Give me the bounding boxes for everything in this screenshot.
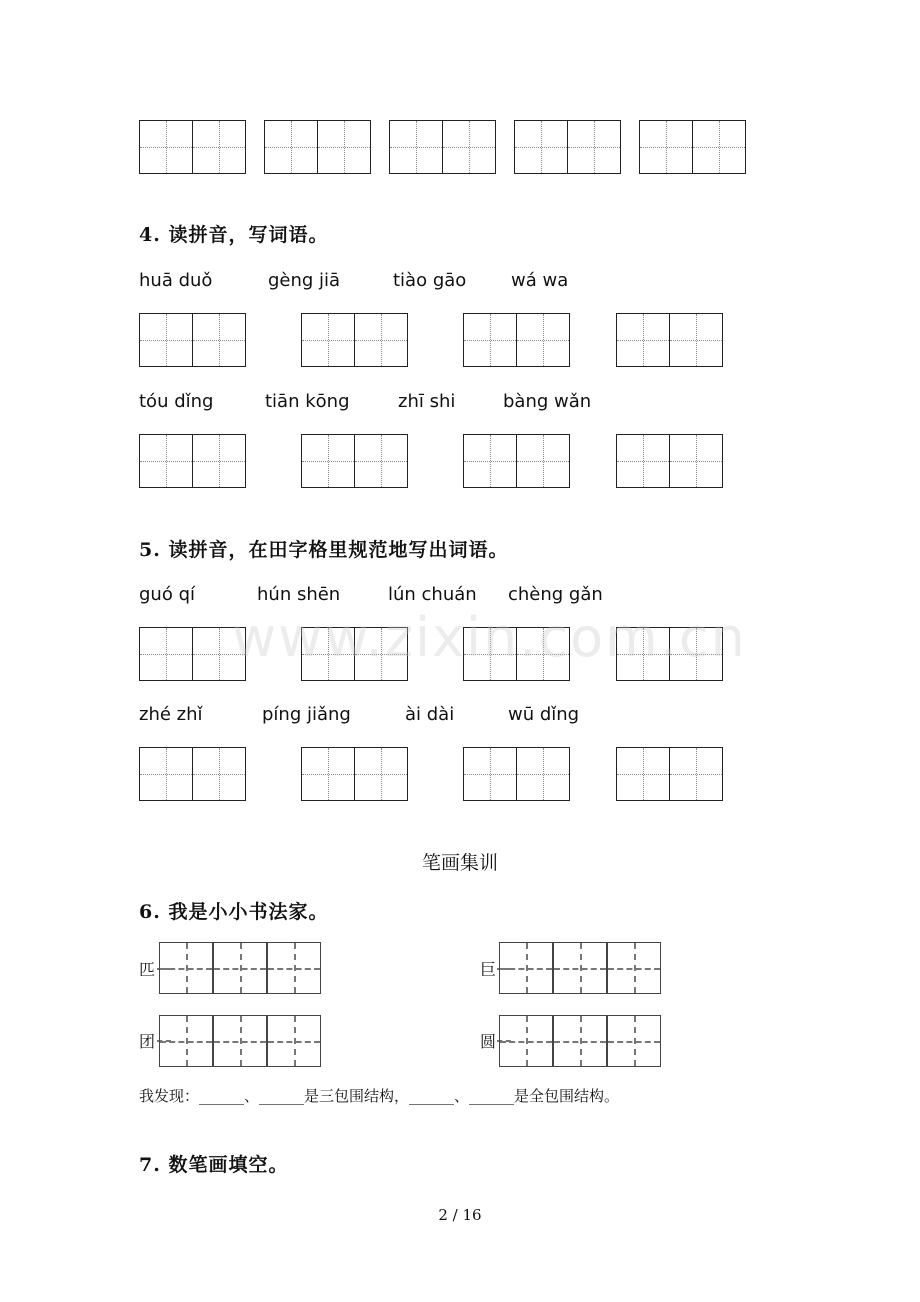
pinyin-label: huā duǒ	[139, 270, 213, 291]
section-7-heading: 7. 数笔画填空。	[139, 1154, 289, 1176]
pinyin-label: guó qí	[139, 584, 195, 605]
stroke-training-title: 笔画集训	[421, 852, 498, 874]
character-label: 匹	[139, 960, 156, 979]
pinyin-label: píng jiǎng	[262, 704, 351, 725]
pinyin-label: bàng wǎn	[503, 391, 592, 412]
writing-grid-pair[interactable]	[616, 313, 723, 367]
character-label: 圆	[480, 1032, 497, 1051]
writing-grid-pair[interactable]	[463, 313, 570, 367]
practice-cell[interactable]	[607, 1015, 661, 1067]
writing-grid-pair[interactable]	[139, 120, 246, 174]
discovery-sentence: 我发现：______、______是三包围结构，______、______是全包围结构。	[139, 1087, 620, 1105]
writing-grid-pair[interactable]	[301, 434, 408, 488]
practice-cell[interactable]	[499, 942, 553, 994]
character-label: 团	[139, 1032, 156, 1051]
writing-grid-pair[interactable]	[139, 747, 246, 801]
practice-cell[interactable]	[267, 1015, 321, 1067]
pinyin-label: chèng gǎn	[508, 584, 603, 605]
pinyin-label: zhé zhǐ	[139, 704, 203, 725]
writing-grid-pair[interactable]	[264, 120, 371, 174]
writing-grid-pair[interactable]	[139, 434, 246, 488]
writing-grid-pair[interactable]	[463, 434, 570, 488]
writing-grid-pair[interactable]	[514, 120, 621, 174]
page-number: 2 / 16	[438, 1206, 482, 1224]
pinyin-label: wū dǐng	[508, 704, 580, 725]
pinyin-label: zhī shi	[398, 391, 456, 412]
pinyin-label: hún shēn	[257, 584, 341, 605]
character-label: 巨	[480, 960, 497, 979]
practice-cell[interactable]	[553, 1015, 607, 1067]
practice-cell[interactable]	[213, 1015, 267, 1067]
pinyin-label: tiào gāo	[393, 270, 467, 291]
practice-cell[interactable]	[607, 942, 661, 994]
writing-grid-pair[interactable]	[301, 313, 408, 367]
writing-grid-pair[interactable]	[639, 120, 746, 174]
pinyin-label: tóu dǐng	[139, 391, 214, 412]
writing-grid-pair[interactable]	[139, 313, 246, 367]
writing-grid-pair[interactable]	[616, 434, 723, 488]
section-4-heading: 4. 读拼音，写词语。	[139, 224, 329, 246]
watermark: www.zixin.com.cn	[232, 606, 747, 669]
pinyin-label: tiān kōng	[265, 391, 350, 412]
practice-cell[interactable]	[159, 942, 213, 994]
section-5-heading: 5. 读拼音，在田字格里规范地写出词语。	[139, 539, 509, 561]
practice-cell[interactable]	[267, 942, 321, 994]
writing-grid-pair[interactable]	[301, 747, 408, 801]
pinyin-label: wá wa	[511, 270, 569, 291]
writing-grid-pair[interactable]	[463, 747, 570, 801]
practice-cell[interactable]	[159, 1015, 213, 1067]
pinyin-label: lún chuán	[388, 584, 477, 605]
practice-cell[interactable]	[553, 942, 607, 994]
practice-cell[interactable]	[213, 942, 267, 994]
writing-grid-pair[interactable]	[616, 747, 723, 801]
practice-cell[interactable]	[499, 1015, 553, 1067]
writing-grid-pair[interactable]	[139, 627, 246, 681]
pinyin-label: gèng jiā	[268, 270, 341, 291]
writing-grid-pair[interactable]	[389, 120, 496, 174]
pinyin-label: ài dài	[405, 704, 455, 725]
section-6-heading: 6. 我是小小书法家。	[139, 901, 329, 923]
